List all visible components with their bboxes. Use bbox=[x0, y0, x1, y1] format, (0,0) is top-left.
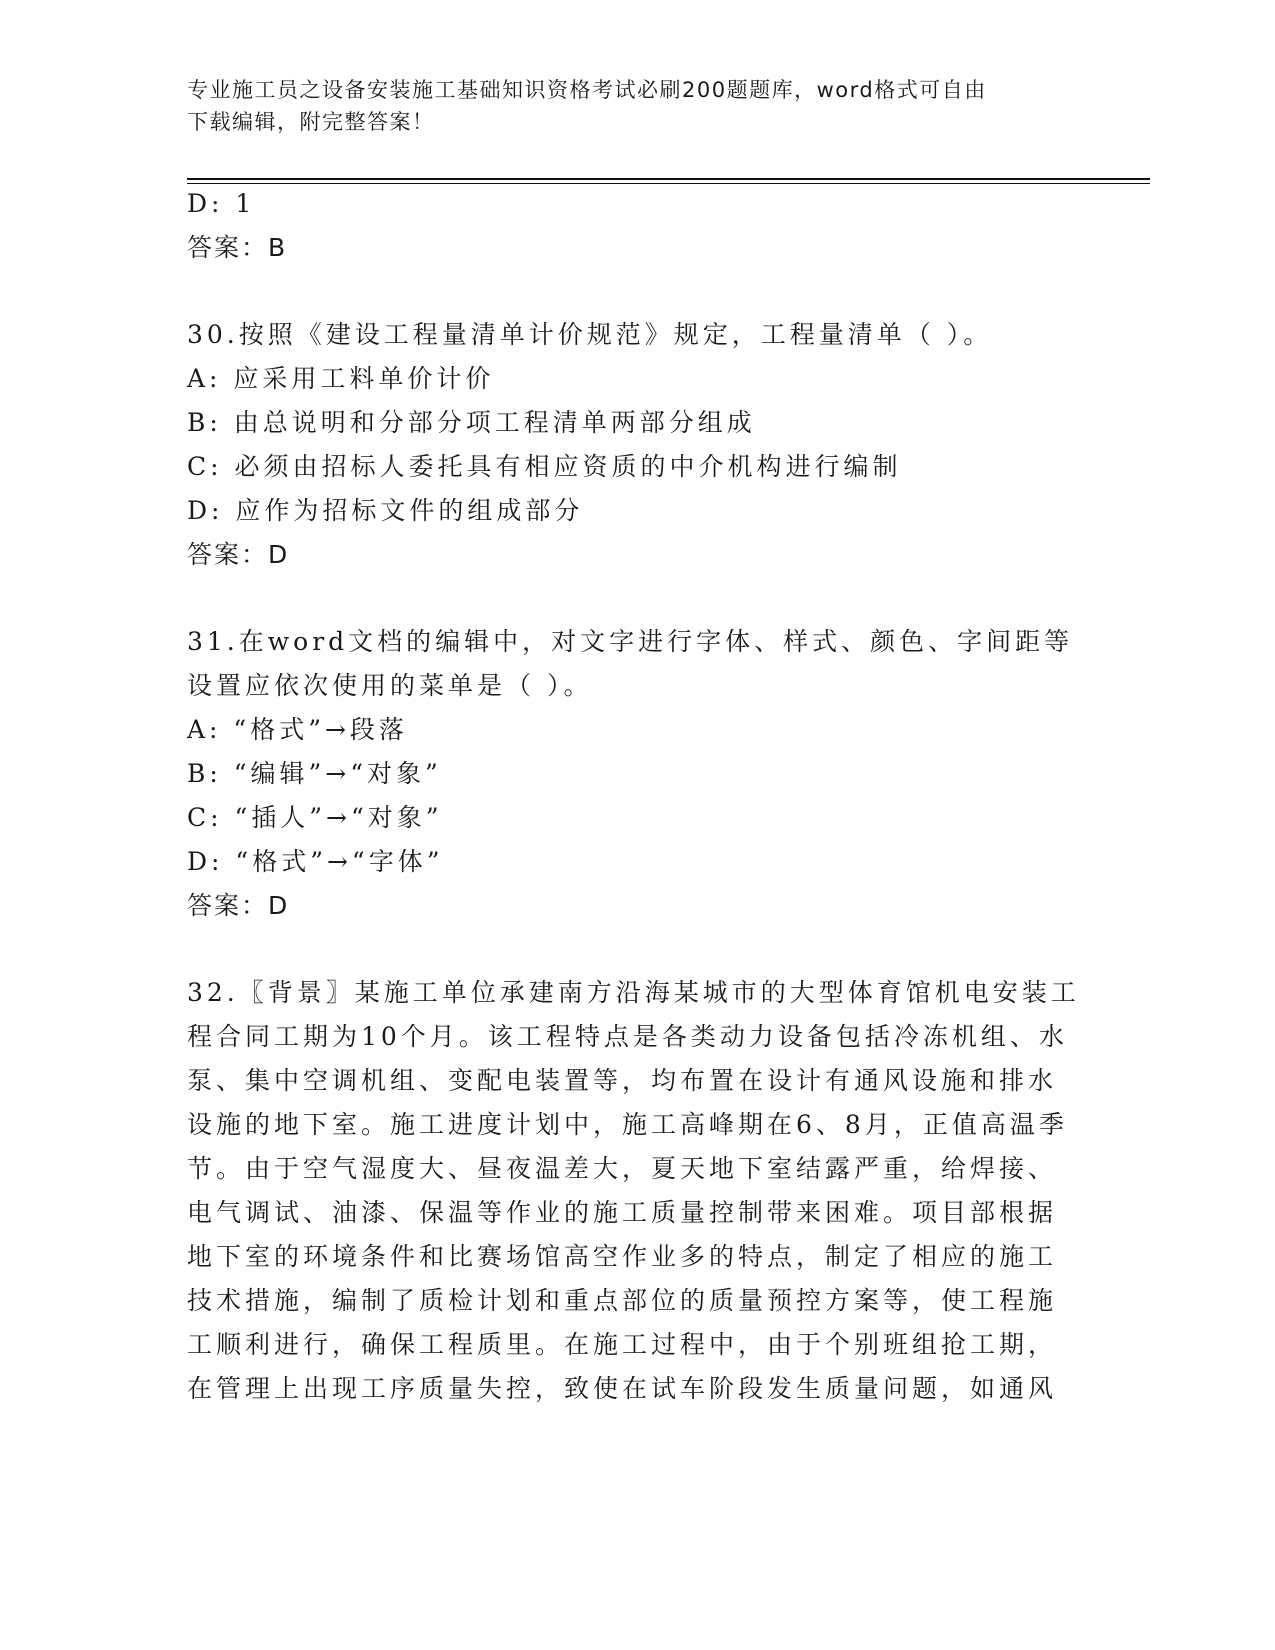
q30-answer: 答案：D bbox=[187, 540, 290, 569]
header-line-2: 下载编辑，附完整答案！ bbox=[187, 110, 435, 134]
q32-line-10: 在管理上出现工序质量失控，致使在试车阶段发生质量问题，如通风 bbox=[187, 1374, 1058, 1403]
q30-option-d: D: 应作为招标文件的组成部分 bbox=[187, 496, 584, 525]
q31-stem-line-1: 31.在word文档的编辑中，对文字进行字体、样式、颜色、字间距等 bbox=[187, 627, 1074, 656]
q31-answer: 答案：D bbox=[187, 891, 290, 920]
q32-line-8: 技术措施，编制了质检计划和重点部位的质量预控方案等，使工程施 bbox=[187, 1286, 1058, 1315]
q32-line-4: 设施的地下室。施工进度计划中，施工高峰期在6、8月，正值高温季 bbox=[187, 1110, 1068, 1139]
q32-line-5: 节。由于空气湿度大、昼夜温差大，夏天地下室结露严重，给焊接、 bbox=[187, 1154, 1058, 1183]
header-line-1: 专业施工员之设备安装施工基础知识资格考试必刷200题题库，word格式可自由 bbox=[187, 78, 987, 102]
q32-line-1: 32.〖背景〗某施工单位承建南方沿海某城市的大型体育馆机电安装工 bbox=[187, 978, 1080, 1007]
q31-stem-line-2: 设置应依次使用的菜单是（ ）。 bbox=[187, 671, 593, 700]
q30-option-c: C: 必须由招标人委托具有相应资质的中介机构进行编制 bbox=[187, 452, 902, 481]
q30-option-b: B: 由总说明和分部分项工程清单两部分组成 bbox=[187, 408, 756, 437]
q32-line-2: 程合同工期为10个月。该工程特点是各类动力设备包括冷冻机组、水 bbox=[187, 1022, 1068, 1051]
q30-option-a: A: 应采用工料单价计价 bbox=[187, 364, 495, 393]
q31-option-a: A: “格式”→段落 bbox=[187, 715, 408, 744]
q31-option-d: D: “格式”→“字体” bbox=[187, 847, 444, 876]
page-header bbox=[187, 74, 1067, 138]
q31-option-c: C: “插人”→“对象” bbox=[187, 803, 443, 832]
q32-line-6: 电气调试、油漆、保温等作业的施工质量控制带来困难。项目部根据 bbox=[187, 1198, 1058, 1227]
header-divider-thick bbox=[187, 178, 1150, 180]
q32-line-7: 地下室的环境条件和比赛场馆高空作业多的特点，制定了相应的施工 bbox=[187, 1242, 1058, 1271]
q29-answer: 答案：B bbox=[187, 233, 288, 262]
q29-option-d: D: 1 bbox=[187, 189, 256, 218]
q30-stem: 30.按照《建设工程量清单计价规范》规定，工程量清单（ ）。 bbox=[187, 320, 993, 349]
q31-option-b: B: “编辑”→“对象” bbox=[187, 759, 442, 788]
header-divider-thin bbox=[187, 183, 1150, 184]
q32-line-9: 工顺利进行，确保工程质里。在施工过程中，由于个别班组抢工期， bbox=[187, 1330, 1058, 1359]
q32-line-3: 泵、集中空调机组、变配电装置等，均布置在设计有通风设施和排水 bbox=[187, 1066, 1058, 1095]
